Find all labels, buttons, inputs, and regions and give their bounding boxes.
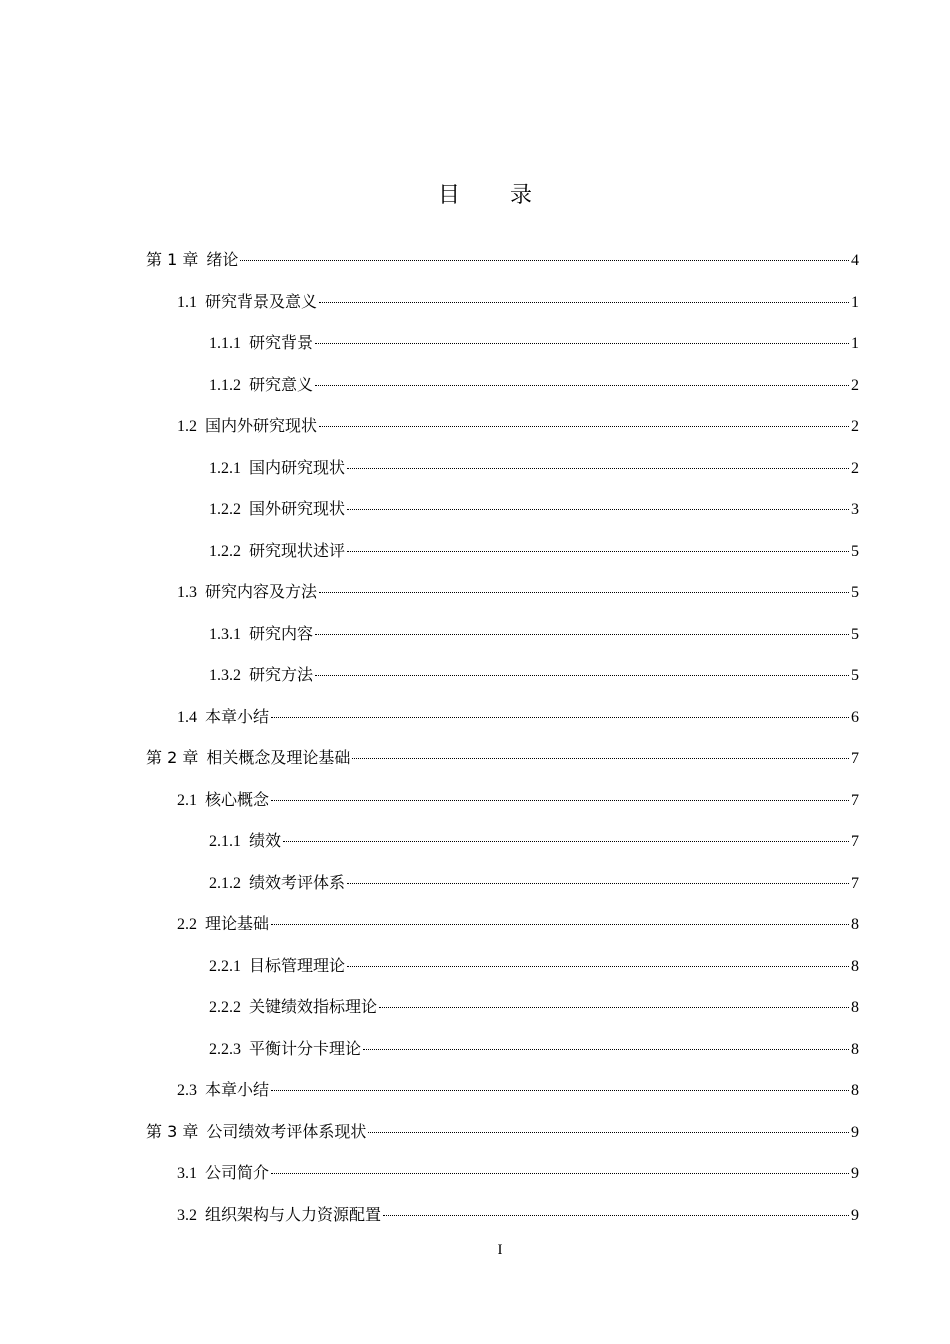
toc-entry-number: 2.1.2: [209, 874, 241, 892]
toc-entry-title: 公司绩效考评体系现状: [206, 1121, 367, 1141]
toc-entry-title: 核心概念: [205, 789, 270, 809]
dot-leader: [352, 758, 849, 759]
toc-entry-title: 研究背景及意义: [205, 291, 318, 311]
toc-entry-number: 2.1: [177, 791, 197, 809]
toc-subsection-entry[interactable]: [209, 456, 859, 480]
toc-entry-page-number: 8: [851, 957, 859, 975]
toc-entry-page-number: 7: [851, 833, 859, 850]
toc-title: [0, 178, 950, 209]
toc-entry-title: 平衡计分卡理论: [249, 1038, 362, 1058]
toc-entry-page-number: 8: [851, 916, 859, 933]
dot-leader: [383, 1215, 849, 1216]
toc-entry-number: 2.1.1: [209, 833, 241, 850]
toc-subsection-entry[interactable]: [209, 954, 859, 978]
toc-entry-title: 绩效考评体系: [249, 872, 346, 892]
toc-entry-number: 2.3: [177, 1082, 197, 1099]
toc-entry-title: 公司简介: [205, 1163, 270, 1182]
dot-leader: [319, 592, 849, 593]
toc-title-char-2: 录: [510, 183, 533, 208]
toc-entry-number: 1.3: [177, 584, 197, 601]
toc-entry-number: 第 2 章: [146, 748, 199, 767]
dot-leader: [271, 1173, 849, 1174]
toc-section-entry[interactable]: [177, 580, 859, 604]
dot-leader: [315, 675, 849, 676]
toc-entry-page-number: 7: [851, 874, 859, 892]
toc-subsection-entry[interactable]: [209, 995, 859, 1019]
toc-entry-number: 3.2: [177, 1206, 197, 1224]
toc-entry-title: 目标管理理论: [249, 955, 346, 975]
toc-entry-page-number: 5: [851, 625, 859, 643]
toc-entry-page-number: 5: [851, 667, 859, 684]
toc-subsection-entry[interactable]: [209, 871, 859, 895]
toc-chapter-entry[interactable]: [146, 248, 859, 272]
dot-leader: [315, 634, 849, 635]
toc-chapter-entry[interactable]: [146, 1120, 859, 1144]
toc-entry-page-number: 9: [851, 1165, 859, 1182]
dot-leader: [347, 883, 849, 884]
toc-section-entry[interactable]: [177, 1078, 859, 1102]
toc-entry-number: 1.1: [177, 293, 197, 311]
toc-subsection-entry[interactable]: [209, 622, 859, 646]
dot-leader: [368, 1132, 849, 1133]
toc-entry-title: 国内外研究现状: [205, 416, 318, 435]
toc-entry-number: 1.2.2: [209, 542, 241, 560]
toc-subsection-entry[interactable]: [209, 1037, 859, 1061]
toc-entry-title: 理论基础: [205, 914, 270, 933]
toc-chapter-entry[interactable]: [146, 746, 859, 770]
toc-entry-number: 3.1: [177, 1165, 197, 1182]
dot-leader: [271, 1090, 849, 1091]
dot-leader: [315, 343, 849, 344]
toc-entry-title: 研究内容及方法: [205, 582, 318, 601]
page-number-footer: I: [497, 1242, 503, 1258]
dot-leader: [363, 1049, 849, 1050]
toc-entry-page-number: 5: [851, 542, 859, 560]
toc-entry-number: 2.2: [177, 916, 197, 933]
toc-entry-page-number: 8: [851, 1082, 859, 1099]
toc-entry-title: 绪论: [206, 250, 239, 269]
toc-entry-title: 研究背景: [249, 333, 314, 352]
toc-entry-number: 1.4: [177, 708, 197, 726]
dot-leader: [240, 260, 849, 261]
toc-title-char-1: 目: [437, 183, 460, 208]
dot-leader: [283, 841, 849, 842]
toc-entry-title: 关键绩效指标理论: [249, 997, 378, 1016]
toc-entry-page-number: 3: [851, 501, 859, 518]
toc-entry-number: 2.2.2: [209, 999, 241, 1016]
toc-section-entry[interactable]: [177, 912, 859, 936]
toc-subsection-entry[interactable]: [209, 663, 859, 687]
toc-entry-page-number: 1: [851, 335, 859, 352]
dot-leader: [315, 385, 849, 386]
dot-leader: [347, 551, 849, 552]
dot-leader: [319, 302, 849, 303]
toc-subsection-entry[interactable]: [209, 829, 859, 853]
dot-leader: [347, 468, 849, 469]
dot-leader: [271, 717, 849, 718]
toc-entry-page-number: 7: [851, 750, 859, 767]
dot-leader: [319, 426, 849, 427]
toc-entry-number: 1.3.1: [209, 625, 241, 643]
toc-entry-page-number: 7: [851, 791, 859, 809]
toc-entry-page-number: 9: [851, 1123, 859, 1141]
toc-subsection-entry[interactable]: [209, 497, 859, 521]
toc-section-entry[interactable]: [177, 290, 859, 314]
toc-entry-number: 第 1 章: [146, 250, 199, 269]
toc-entry-page-number: 5: [851, 584, 859, 601]
toc-entry-page-number: 2: [851, 376, 859, 394]
dot-leader: [271, 800, 849, 801]
toc-entry-number: 1.3.2: [209, 667, 241, 684]
toc-entry-title: 研究内容: [249, 623, 314, 643]
toc-entry-page-number: 9: [851, 1206, 859, 1224]
toc-entry-title: 研究方法: [249, 665, 314, 684]
toc-entry-number: 1.1.2: [209, 376, 241, 394]
toc-entry-title: 组织架构与人力资源配置: [205, 1204, 382, 1224]
toc-entry-page-number: 8: [851, 999, 859, 1016]
toc-entry-title: 国内研究现状: [249, 457, 346, 477]
toc-entry-number: 2.2.1: [209, 957, 241, 975]
toc-entry-title: 研究现状述评: [249, 540, 346, 560]
toc-section-entry[interactable]: [177, 788, 859, 812]
toc-entry-title: 相关概念及理论基础: [206, 748, 351, 767]
toc-entry-page-number: 1: [851, 293, 859, 311]
toc-section-entry[interactable]: [177, 414, 859, 438]
toc-entry-title: 国外研究现状: [249, 499, 346, 518]
toc-entry-number: 1.2.1: [209, 459, 241, 477]
toc-entry-title: 研究意义: [249, 374, 314, 394]
toc-entry-title: 绩效: [249, 831, 282, 850]
toc-entry-number: 1.2.2: [209, 501, 241, 518]
toc-subsection-entry[interactable]: [209, 373, 859, 397]
toc-entry-number: 2.2.3: [209, 1040, 241, 1058]
toc-subsection-entry[interactable]: [209, 331, 859, 355]
toc-section-entry[interactable]: [177, 1161, 859, 1185]
toc-entry-title: 本章小结: [205, 1080, 270, 1099]
toc-entry-page-number: 2: [851, 459, 859, 477]
dot-leader: [271, 924, 849, 925]
toc-entry-number: 第 3 章: [146, 1121, 199, 1141]
toc-entry-page-number: 6: [851, 708, 859, 726]
toc-entry-title: 本章小结: [205, 706, 270, 726]
dot-leader: [379, 1007, 849, 1008]
toc-entry-page-number: 8: [851, 1040, 859, 1058]
toc-entry-number: 1.1.1: [209, 335, 241, 352]
toc-entry-page-number: 4: [851, 252, 859, 269]
toc-entry-number: 1.2: [177, 418, 197, 435]
toc-section-entry[interactable]: [177, 1203, 859, 1227]
toc-subsection-entry[interactable]: [209, 539, 859, 563]
toc-entry-page-number: 2: [851, 418, 859, 435]
toc-section-entry[interactable]: [177, 705, 859, 729]
dot-leader: [347, 966, 849, 967]
dot-leader: [347, 509, 849, 510]
